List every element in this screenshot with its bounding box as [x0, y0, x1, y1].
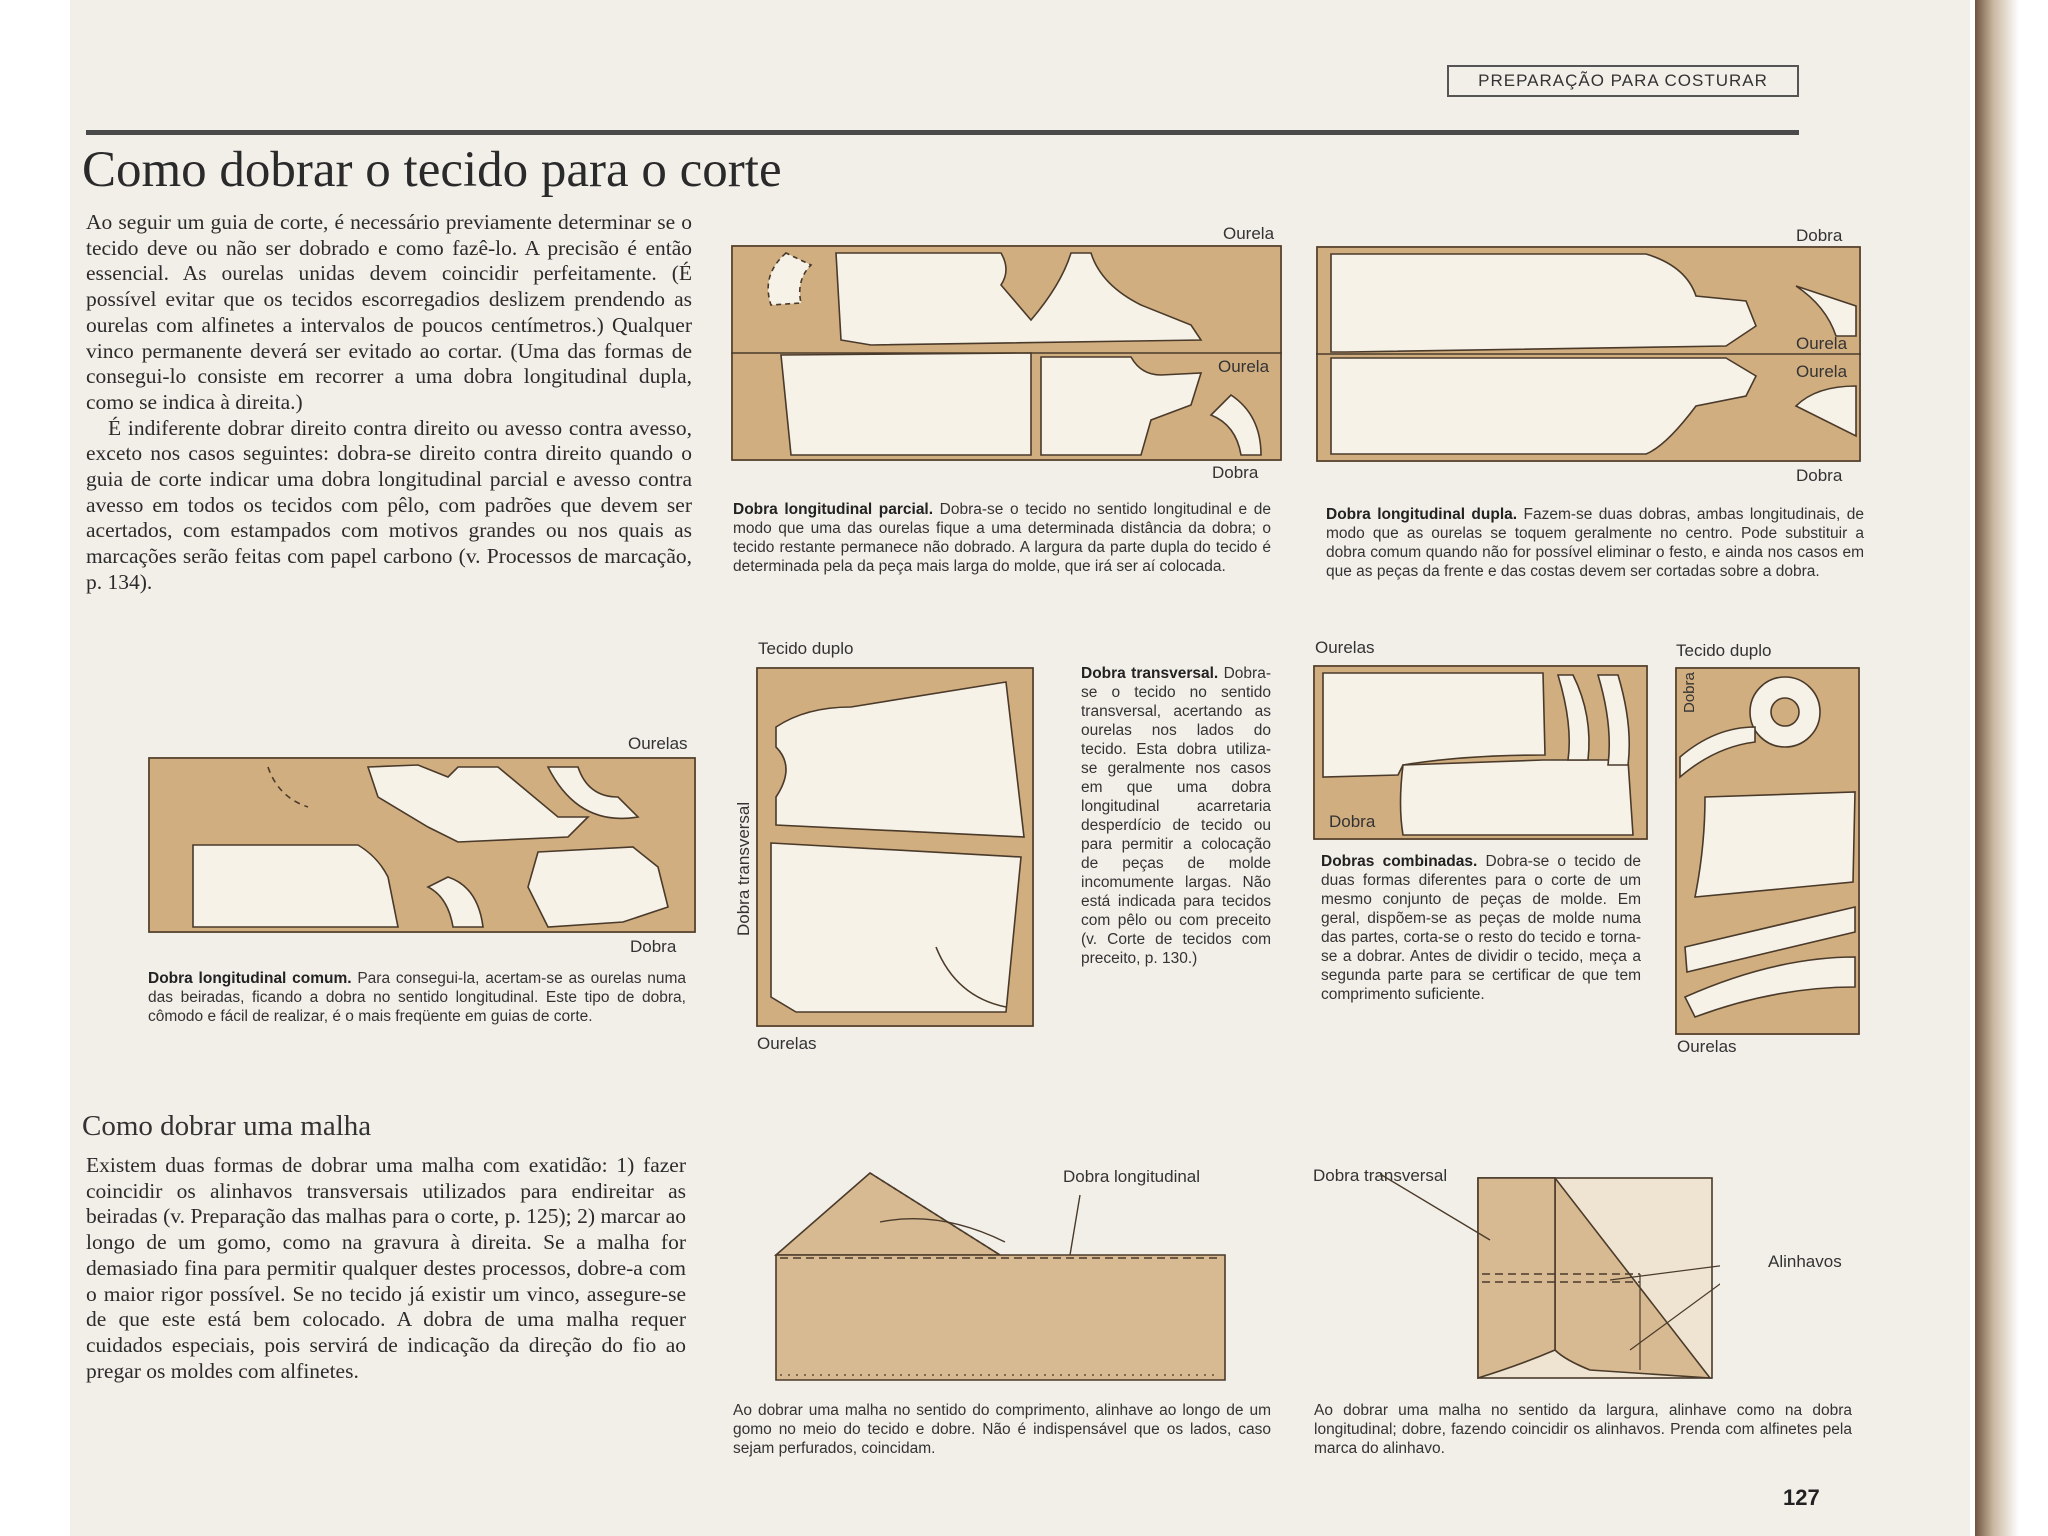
fig-dupla-caption [1326, 505, 1864, 581]
fig-transversal-label-tecido-duplo: Tecido duplo [758, 639, 854, 658]
fig-combinadas-caption [1321, 852, 1641, 1004]
malha-heading: Como dobrar uma malha [82, 1110, 372, 1142]
fig-dupla-label-dobra-bottom: Dobra [1796, 466, 1843, 485]
fig-transversal-diagram [756, 667, 1034, 1027]
fig-parcial-label-ourela-top: Ourela [1223, 224, 1275, 243]
fig-combinadas-caption-text: Dobra-se o tecido de duas formas diferentes para o corte de um mesmo conjunto de peças de molde. Em geral, dispõem-se as peças de molde numa das partes, corta-se o resto do tecido e torna-se a dobrar. Antes de dividir o tecido, meça a segunda parte para se certificar de que tem comprimento suficiente. [1321, 853, 1642, 1003]
fig-parcial-caption-text: Dobra-se o tecido no sentido longitudinal e de modo que uma das ourelas fique a uma determinada distância da dobra; o tecido restante permanece não dobrado. A largura da parte dupla do tecido é determinada pela da peça mais larga do molde, que irá ser aí colocada. [733, 501, 1271, 575]
fig-parcial-diagram [731, 245, 1282, 461]
fig-malha-long-label: Dobra longitudinal [1063, 1167, 1201, 1186]
fig-dupla-caption-title: Dobra longitudinal dupla. [1326, 506, 1518, 523]
fig-combinadas-label-tecido-duplo: Tecido duplo [1676, 641, 1772, 660]
section-header-box [1447, 65, 1799, 97]
fig-malha-trans-caption: Ao dobrar uma malha no sentido da largura, alinhave como na dobra longitudinal; dobre, fazendo coincidir os alinhavos. Prenda com alfinetes pela marca do alinhavo. [1314, 1402, 1852, 1457]
fig-transversal-label-dobra: Dobra transversal [734, 801, 753, 936]
page-number: 127 [1783, 1485, 1820, 1510]
fig-dupla-label-ourela-2: Ourela [1796, 362, 1848, 381]
fig-combinadas-caption-title: Dobras combinadas. [1321, 853, 1478, 870]
fig-parcial-label-dobra: Dobra [1212, 463, 1259, 482]
section-header-label: PREPARAÇÃO PARA COSTURAR [1478, 71, 1768, 90]
page-title: Como dobrar o tecido para o corte [82, 142, 782, 198]
fig-comum-caption-title: Dobra longitudinal comum. [148, 970, 352, 987]
fig-parcial-caption [733, 500, 1271, 576]
fig-parcial-label-ourela-mid: Ourela [1218, 357, 1270, 376]
fig-comum-diagram [148, 757, 696, 933]
fig-combinadas-label-ourelas-bottom: Ourelas [1677, 1037, 1737, 1056]
page-edge-shadow [1975, 0, 2048, 1536]
fig-transversal-caption-text: Dobra-se o tecido no sentido transversal, acertando as ourelas nos lados do tecido. Esta dobra utiliza-se geralmente nos casos em que uma dobra longitudinal acarretaria desperdício de tecido ou para permitir a colocação de peças de molde incomumente largas. Não está indicada para tecidos com pêlo ou com preceito (v. Corte de tecidos com preceito, p. 130.) [1081, 665, 1271, 967]
fig-comum-caption-text: Para consegui-la, acertam-se as ourelas numa das beiradas, ficando a dobra no sentido longitudinal. Este tipo de dobra, cômodo e fácil de realizar, é o mais freqüente em guias de corte. [148, 970, 687, 1025]
fig-combinadas-label-dobra-left: Dobra [1329, 812, 1376, 831]
fig-transversal-caption-title: Dobra transversal. [1081, 665, 1219, 682]
fig-malha-long-caption: Ao dobrar uma malha no sentido do comprimento, alinhave ao longo de um gomo no meio do tecido e dobre. Não é indispensável que os lados, caso sejam perfurados, coincidam. [733, 1402, 1271, 1457]
fig-combinadas-label-dobra-right: Dobra [1681, 672, 1698, 713]
fig-malha-trans-diagram [1380, 1170, 1720, 1385]
fig-malha-trans-label: Dobra transversal [1313, 1166, 1448, 1185]
fig-dupla-diagram [1316, 246, 1861, 462]
header-rule [86, 130, 1799, 135]
fig-combinadas-right-diagram [1675, 667, 1860, 1035]
fig-malha-trans-label-alinhavos: Alinhavos [1768, 1252, 1842, 1271]
fig-dupla-label-dobra-top: Dobra [1796, 226, 1843, 245]
fig-comum-label-dobra: Dobra [630, 937, 677, 956]
fig-malha-long-diagram [770, 1170, 1230, 1385]
fig-combinadas-label-ourelas: Ourelas [1315, 638, 1375, 657]
fig-comum-label-ourelas: Ourelas [628, 734, 688, 753]
malha-text: Existem duas formas de dobrar uma malha com exatidão: 1) fazer coincidir os alinhavos transversais utilizados para endireitar as beiradas (v. Preparação das malhas para o corte, p. 125); 2) marcar ao longo de um gomo, como na gravura à direita. Se a malha for demasiado fina para permitir qualquer destes processos, dobre-a com o maior rigor possível. Se no tecido já existir um vinco, assegure-se de que este está bem colocado. A dobra de uma malha requer cuidados especiais, pois servirá de indicação da direção do fio ao pregar os moldes com alfinetes. [86, 1153, 686, 1383]
fig-comum-caption [148, 969, 686, 1026]
intro-paragraph-1: Ao seguir um guia de corte, é necessário previamente determinar se o tecido deve ou não ser dobrado e como fazê-lo. A precisão é então essencial. As ourelas unidas devem coincidir perfeitamente. (É possível evitar que os tecidos escorregadios deslizem prendendo as ourelas com alfinetes a intervalos de poucos centímetros.) Qualquer vinco permanente deverá ser evitado ao cortar. (Uma das formas de consegui-lo consiste em recorrer a uma dobra longitudinal dupla, como se indica à direita.) [86, 210, 692, 414]
fig-dupla-label-ourela-1: Ourela [1796, 334, 1848, 353]
fig-dupla-caption-text: Fazem-se duas dobras, ambas longitudinais, de modo que as ourelas se toquem geralmente no centro. Pode substituir a dobra comum quando não for possível eliminar o festo, e ainda nos casos em que as peças da frente e das costas devem ser cortadas sobre a dobra. [1326, 506, 1864, 580]
intro-paragraph-2: É indiferente dobrar direito contra direito ou avesso contra avesso, exceto nos casos seguintes: dobra-se direito contra direito quando o guia de corte indicar uma dobra longitudinal parcial e avesso contra avesso em todos os tecidos com pêlo, com padrões que devem ser acertados, com estampados com motivos grandes ou nos quais as marcações serão feitas com papel carbono (v. Processos de marcação, p. 134). [86, 415, 692, 594]
fig-transversal-caption [1081, 664, 1271, 968]
fig-transversal-label-ourelas: Ourelas [757, 1034, 817, 1053]
fig-parcial-caption-title: Dobra longitudinal parcial. [733, 501, 934, 518]
intro-text [86, 210, 692, 596]
